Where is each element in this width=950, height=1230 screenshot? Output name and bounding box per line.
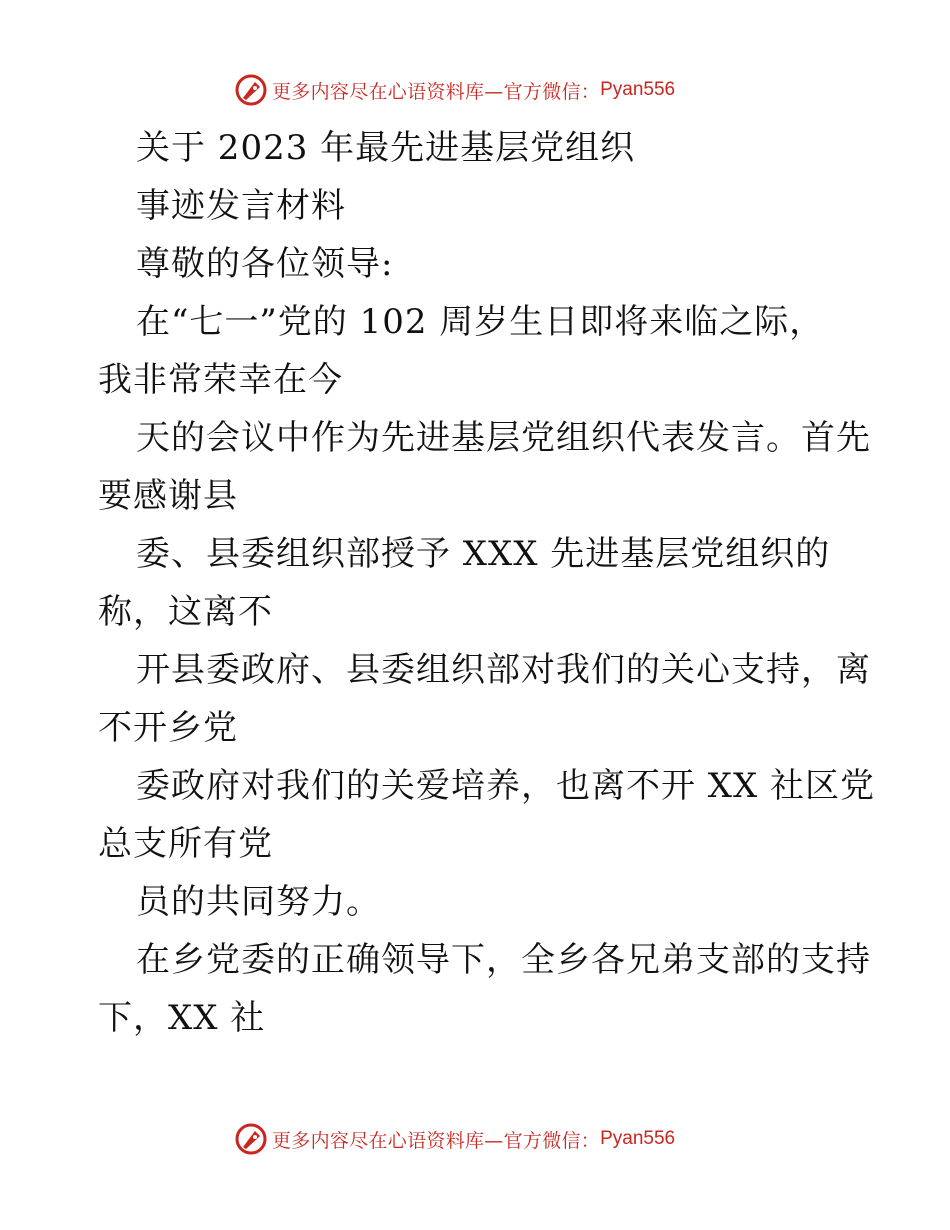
paragraph-line: 我非常荣幸在今 [98,360,343,400]
footer-watermark [234,1121,675,1157]
paragraph-line: 要感谢县 [98,476,238,516]
watermark-text: 更多内容尽在心语资料库—官方微信： [272,80,601,103]
header-watermark [234,72,675,108]
document-title-line-2: 事迹发言材料 [136,186,346,226]
document-title-line-1: 关于 2023 年最先进基层党组织 [136,128,636,168]
paragraph-line: 开县委政府、县委组织部对我们的关心支持，离 [136,650,871,690]
paragraph-line: 委、县委组织部授予 XXX 先进基层党组织的 [136,534,831,574]
paragraph-line: 在乡党委的正确领导下，全乡各兄弟支部的支持 [136,940,871,980]
salutation: 尊敬的各位领导: [136,244,394,284]
paragraph-line: 委政府对我们的关爱培养，也离不开 XX 社区党 [136,766,876,806]
watermark-wechat-id: Pyan556 [600,1128,676,1149]
paragraph-line: 在“七一”党的 102 周岁生日即将来临之际， [136,302,825,342]
paragraph-line: 称，这离不 [98,592,273,632]
paragraph-line: 不开乡党 [98,708,238,748]
watermark-wechat-id: Pyan556 [600,79,676,100]
paragraph-line: 下，XX 社 [98,998,266,1038]
pen-nib-logo-icon [234,73,268,107]
paragraph-line: 天的会议中作为先进基层党组织代表发言。首先 [136,418,871,458]
pen-nib-logo-icon [234,1122,268,1156]
paragraph-line: 总支所有党 [98,824,273,864]
watermark-text: 更多内容尽在心语资料库—官方微信： [272,1129,601,1152]
paragraph-line: 员的共同努力。 [136,882,381,922]
